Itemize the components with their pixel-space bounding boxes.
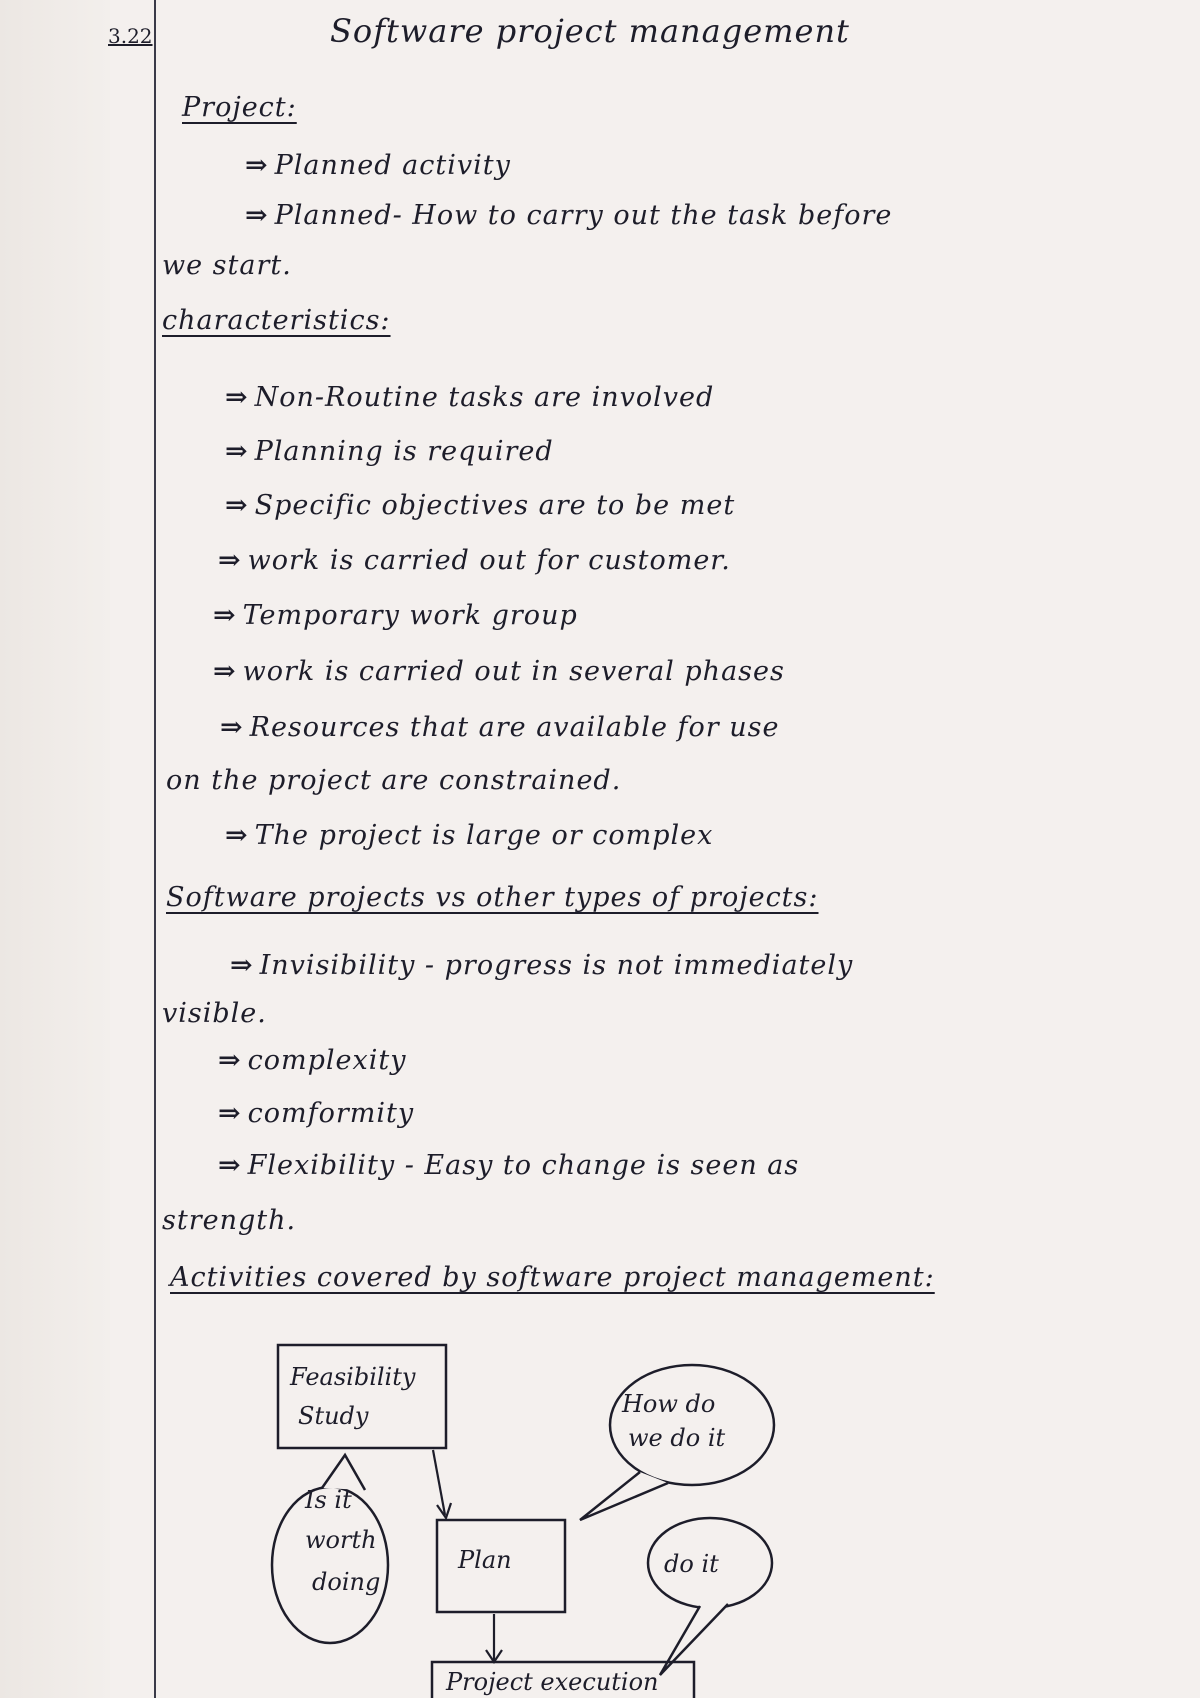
worth-label-1: Is it <box>305 1486 352 1514</box>
list-item-continuation: visible. <box>162 998 267 1029</box>
activities-heading: Activities covered by software project management: <box>170 1262 935 1293</box>
how-label-1: How do <box>622 1390 716 1418</box>
list-item: ⇒ work is carried out for customer. <box>218 545 731 576</box>
feasibility-to-plan-arrow <box>433 1450 445 1515</box>
page-title: Software project management <box>330 12 850 50</box>
page-number: 3.22 <box>108 24 153 48</box>
list-item: ⇒ Resources that are available for use <box>220 712 780 743</box>
execution-label: Project execution <box>446 1668 659 1696</box>
worth-bubble-tail <box>322 1455 365 1490</box>
arrow-icon: ⇒ <box>225 382 249 413</box>
characteristics-heading: characteristics: <box>162 305 391 336</box>
arrow-icon: ⇒ <box>225 490 249 521</box>
arrow-icon: ⇒ <box>218 1150 242 1181</box>
arrow-icon: ⇒ <box>218 1045 242 1076</box>
list-item: ⇒ Temporary work group <box>213 600 578 631</box>
vs-heading: Software projects vs other types of projects: <box>166 882 819 913</box>
activities-diagram <box>260 1330 820 1698</box>
list-item: ⇒ Flexibility - Easy to change is seen as <box>218 1150 800 1181</box>
how-label-2: we do it <box>628 1424 726 1452</box>
list-item: ⇒ Invisibility - progress is not immediately <box>230 950 854 981</box>
arrow-icon: ⇒ <box>218 1098 242 1129</box>
how-bubble-tail <box>580 1472 668 1520</box>
list-item-continuation: strength. <box>162 1205 297 1236</box>
list-item-continuation: on the project are constrained. <box>166 765 622 796</box>
feasibility-label-2: Study <box>298 1402 369 1430</box>
arrow-icon: ⇒ <box>220 712 244 743</box>
list-item: ⇒ Specific objectives are to be met <box>225 490 736 521</box>
list-item: ⇒ Planning is required <box>225 436 554 467</box>
page-edge <box>0 0 110 1698</box>
list-item: ⇒ Planned activity <box>245 150 511 181</box>
list-item: ⇒ Planned- How to carry out the task before <box>245 200 893 231</box>
feasibility-box <box>278 1345 446 1448</box>
project-heading: Project: <box>182 92 297 123</box>
worth-label-3: doing <box>312 1568 381 1596</box>
arrow-icon: ⇒ <box>245 200 269 231</box>
arrow-icon: ⇒ <box>230 950 254 981</box>
worth-label-2: worth <box>305 1526 377 1554</box>
arrow-icon: ⇒ <box>225 436 249 467</box>
list-item: ⇒ Non-Routine tasks are involved <box>225 382 715 413</box>
list-item: ⇒ work is carried out in several phases <box>213 656 785 687</box>
margin-line <box>154 0 156 1698</box>
arrow-icon: ⇒ <box>213 600 237 631</box>
arrow-icon: ⇒ <box>218 545 242 576</box>
list-item: ⇒ comformity <box>218 1098 415 1129</box>
list-item: ⇒ The project is large or complex <box>225 820 714 851</box>
plan-label: Plan <box>458 1546 512 1574</box>
list-item-continuation: we start. <box>162 250 292 281</box>
list-item: ⇒ complexity <box>218 1045 407 1076</box>
arrow-icon: ⇒ <box>245 150 269 181</box>
doit-label: do it <box>664 1550 719 1578</box>
feasibility-label-1: Feasibility <box>290 1363 416 1391</box>
arrow-icon: ⇒ <box>225 820 249 851</box>
arrow-icon: ⇒ <box>213 656 237 687</box>
